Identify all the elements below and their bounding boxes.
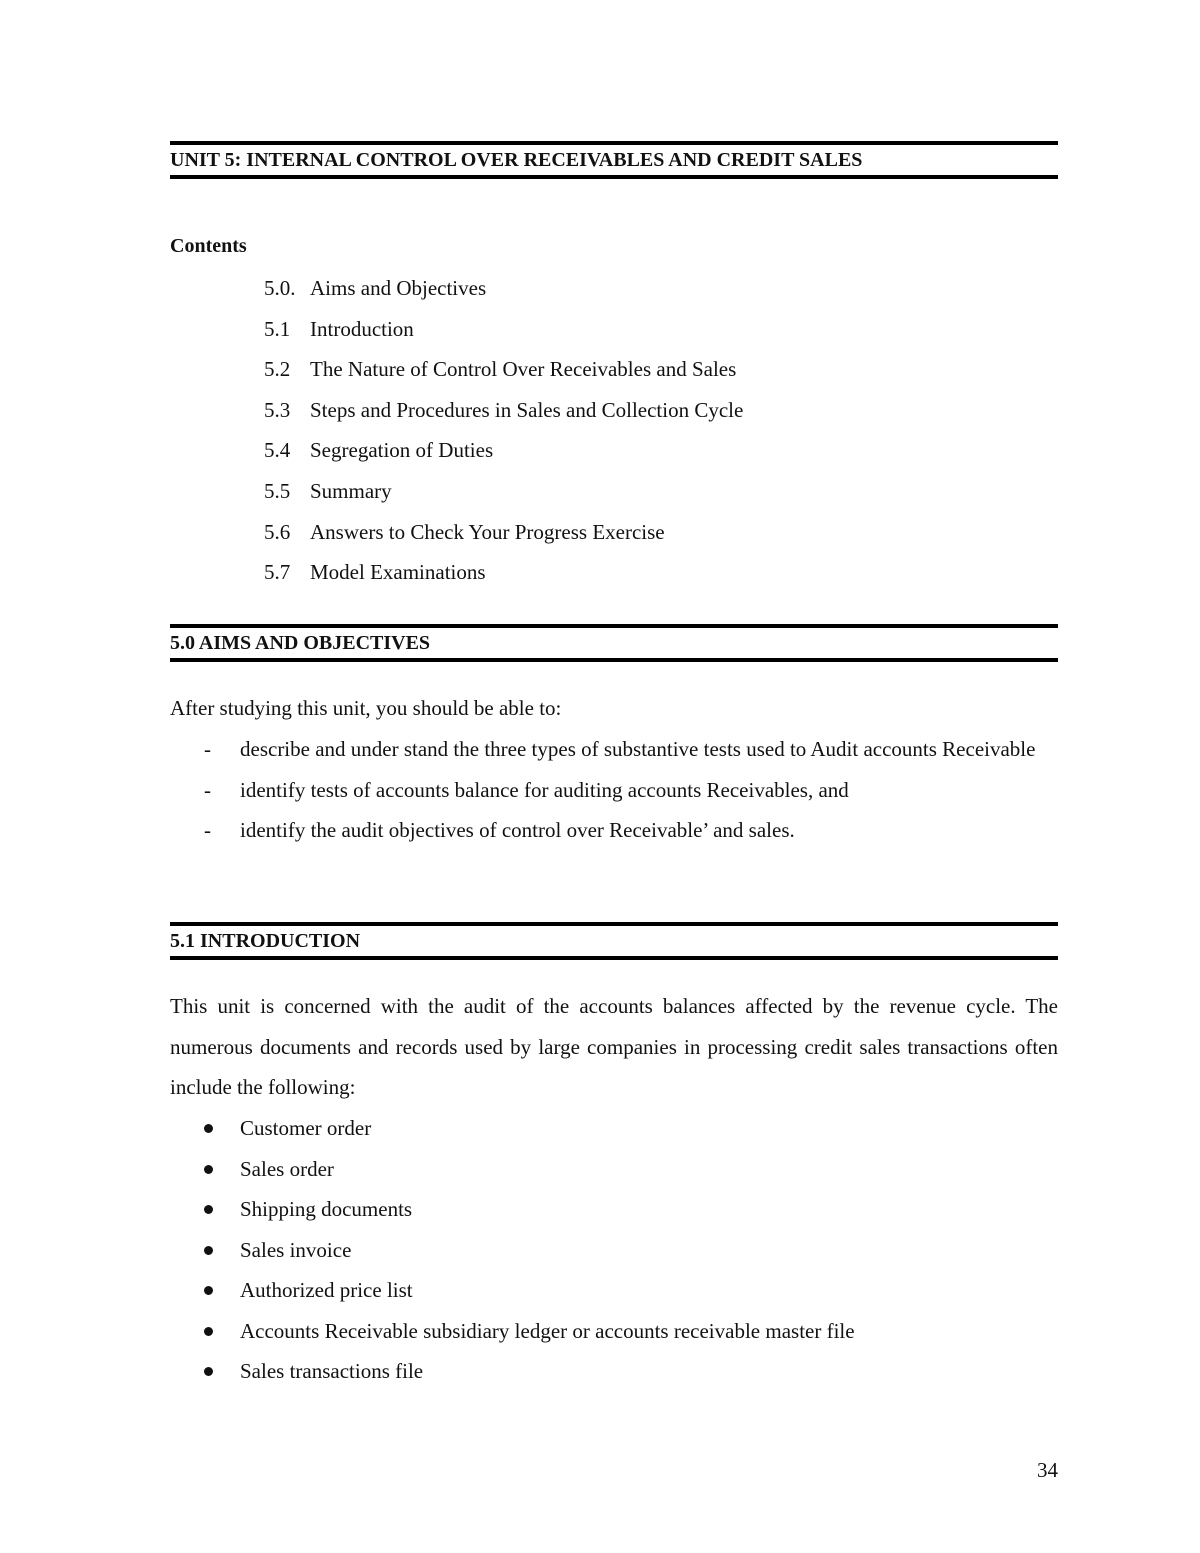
toc-item-title: Introduction — [310, 316, 414, 341]
aims-list — [170, 729, 1058, 851]
document-page — [170, 0, 1058, 1553]
toc-item — [264, 315, 743, 356]
list-item-text: Sales order — [240, 1156, 334, 1181]
toc-item-title: Answers to Check Your Progress Exercise — [310, 519, 665, 544]
aims-heading: 5.0 AIMS AND OBJECTIVES — [170, 632, 431, 654]
table-of-contents — [264, 274, 743, 599]
list-item-text: Shipping documents — [240, 1197, 413, 1221]
list-item — [170, 1270, 1058, 1311]
list-item — [170, 1149, 1058, 1190]
toc-item-title: Summary — [310, 478, 392, 503]
bullet-icon — [204, 1367, 213, 1376]
toc-item-title: Model Examinations — [310, 560, 486, 585]
list-item — [170, 1311, 1058, 1352]
toc-item — [264, 436, 743, 477]
toc-item-number: 5.0. — [264, 276, 296, 300]
list-item — [170, 1108, 1058, 1149]
list-item — [170, 770, 1058, 811]
bullet-icon — [204, 1246, 213, 1255]
bullet-icon — [204, 1327, 213, 1336]
unit-heading-block — [170, 141, 1058, 179]
toc-item — [264, 518, 743, 559]
bullet-icon — [204, 1286, 213, 1295]
list-item — [170, 1230, 1058, 1271]
toc-item-number: 5.6 — [264, 519, 291, 544]
dash-marker: - — [204, 818, 211, 842]
contents-label: Contents — [170, 235, 247, 257]
list-item — [170, 1351, 1058, 1392]
dash-marker: - — [204, 777, 211, 802]
unit-heading: UNIT 5: INTERNAL CONTROL OVER RECEIVABLES AND CREDIT SALES — [170, 149, 863, 171]
list-item — [170, 810, 1058, 851]
bullet-icon — [204, 1205, 213, 1214]
list-item-text: Authorized price list — [240, 1278, 413, 1302]
toc-item-title: The Nature of Control Over Receivables and Sales — [310, 357, 737, 382]
list-item-text: identify tests of accounts balance for auditing accounts Receivables, and — [240, 777, 849, 802]
toc-item — [264, 558, 743, 599]
toc-item-number: 5.4 — [264, 438, 291, 463]
list-item-text: describe and under stand the three types of substantive tests used to Audit accounts Receivable — [240, 737, 1036, 761]
toc-item-title: Steps and Procedures in Sales and Collection Cycle — [310, 397, 744, 422]
toc-item — [264, 355, 743, 396]
list-item-text: Accounts Receivable subsidiary ledger or accounts receivable master file — [240, 1318, 855, 1343]
toc-item-number: 5.7 — [264, 560, 291, 585]
bullet-icon — [204, 1165, 213, 1174]
aims-intro: After studying this unit, you should be able to: — [170, 696, 562, 720]
list-item-text: Sales invoice — [240, 1237, 352, 1262]
dash-marker: - — [204, 737, 211, 761]
bullet-icon — [204, 1124, 213, 1133]
toc-item-number: 5.2 — [264, 357, 291, 382]
toc-item-number: 5.3 — [264, 397, 291, 422]
toc-item-title: Aims and Objectives — [310, 276, 487, 300]
toc-item — [264, 396, 743, 437]
toc-item-number: 5.5 — [264, 478, 291, 503]
toc-item — [264, 477, 743, 518]
list-item — [170, 1189, 1058, 1230]
list-item-text: Sales transactions file — [240, 1359, 424, 1383]
toc-item-title: Segregation of Duties — [310, 438, 494, 463]
toc-item — [264, 274, 743, 315]
toc-item-number: 5.1 — [264, 316, 291, 341]
aims-heading-block — [170, 624, 1058, 662]
list-item-text: Customer order — [240, 1116, 372, 1140]
intro-heading-block — [170, 922, 1058, 960]
list-item — [170, 729, 1058, 770]
intro-heading: 5.1 INTRODUCTION — [170, 930, 361, 952]
documents-list — [170, 1108, 1058, 1392]
page-number: 34 — [1037, 1458, 1058, 1482]
intro-paragraph: This unit is concerned with the audit of the accounts balances affected by the revenue cycle. The numerous documents and records used by large companies in processing credit sales transactions often include the following: — [170, 994, 1058, 1099]
list-item-text: identify the audit objectives of control over Receivable’ and sales. — [240, 818, 795, 842]
